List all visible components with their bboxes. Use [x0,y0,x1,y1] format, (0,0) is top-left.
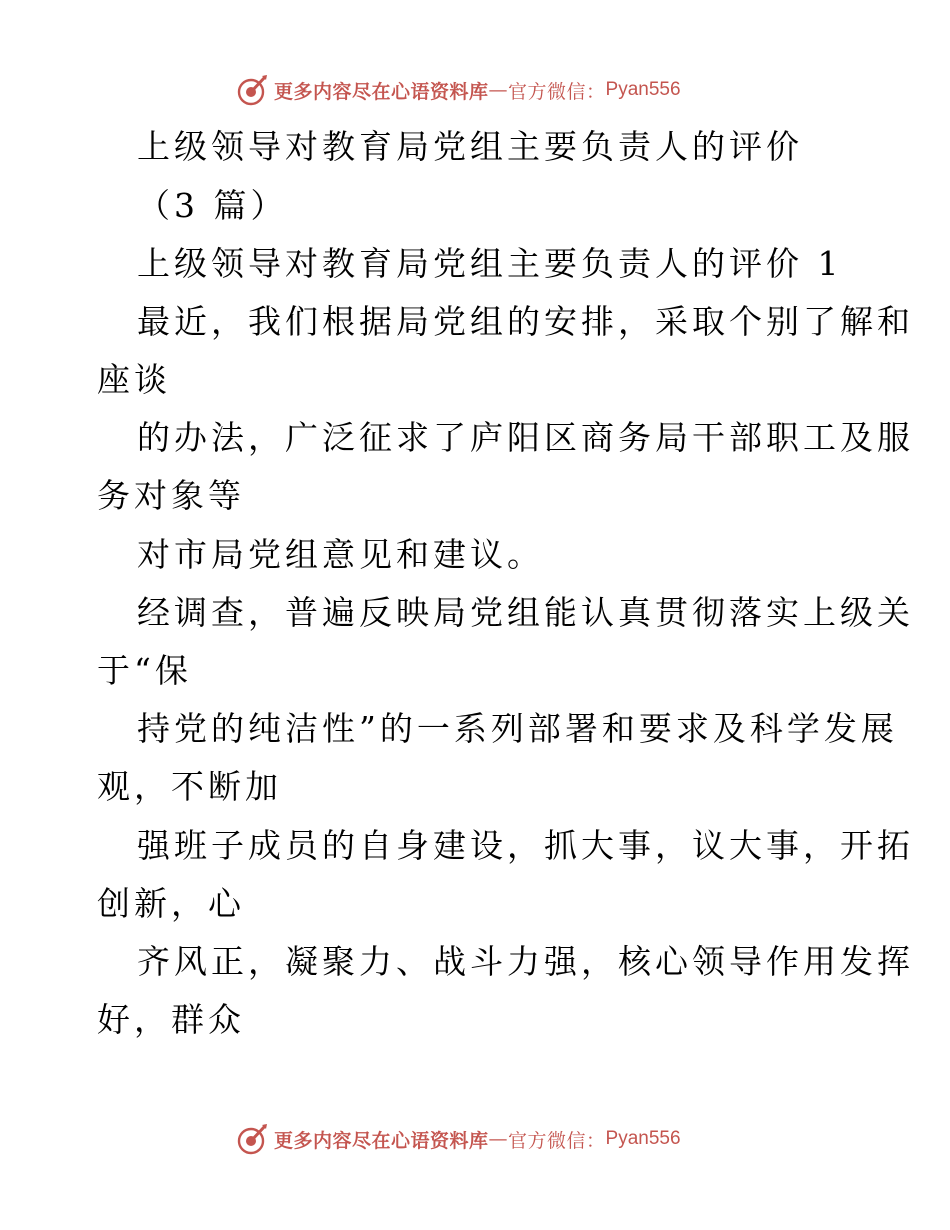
body-line: 对市局党组意见和建议。 [137,535,544,574]
body-line: 的办法，广泛征求了庐阳区商务局干部职工及服 [137,418,914,457]
banner-separator: — [488,1128,509,1150]
body-line: 齐风正，凝聚力、战斗力强，核心领导作用发挥 [137,942,914,981]
body-line: 好，群众 [97,1000,245,1039]
body-line: 于“保 [97,651,192,690]
body-line: 经调查，普遍反映局党组能认真贯彻落实上级关 [137,593,914,632]
banner-wechat-label: 官方微信： [508,1129,606,1152]
document-title-count: （3 篇） [137,186,288,225]
banner-title: 更多内容尽在心语资料库 [274,1129,489,1152]
body-line: 务对象等 [97,476,245,515]
body-line: 强班子成员的自身建设，抓大事，议大事，开拓 [137,826,914,865]
body-line: 观，不断加 [97,767,282,806]
footer-banner[interactable] [236,1122,681,1156]
banner-wechat-label: 官方微信： [508,80,606,103]
section-heading: 上级领导对教育局党组主要负责人的评价 1 [137,244,843,283]
logo-icon [236,1122,270,1156]
body-line: 持党的纯洁性”的一系列部署和要求及科学发展 [137,709,898,748]
body-line: 座谈 [97,360,171,399]
header-banner[interactable] [236,73,681,107]
banner-wechat-id: Pyan556 [605,79,681,100]
body-line: 最近，我们根据局党组的安排，采取个别了解和 [137,302,914,341]
body-line: 创新，心 [97,884,245,923]
banner-title: 更多内容尽在心语资料库 [274,80,489,103]
banner-separator: — [488,79,509,101]
banner-wechat-id: Pyan556 [605,1128,681,1149]
document-title: 上级领导对教育局党组主要负责人的评价 [137,127,803,166]
logo-icon [236,73,270,107]
